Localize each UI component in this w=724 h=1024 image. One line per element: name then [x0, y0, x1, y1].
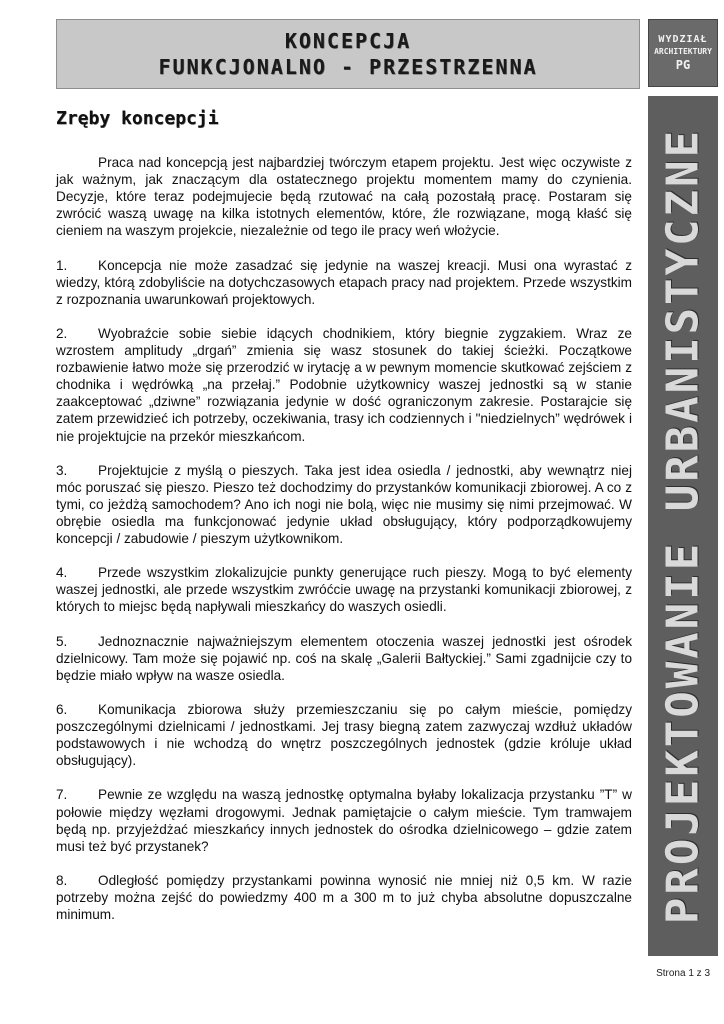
list-item	[56, 325, 632, 445]
document-body	[56, 154, 632, 940]
header-banner	[56, 19, 640, 89]
item-number: 7.	[56, 787, 68, 803]
side-band-text: PROJEKTOWANIE URBANISTYCZNE	[657, 127, 709, 925]
section-title: Zręby koncepcji	[56, 108, 219, 129]
item-number: 4.	[56, 565, 68, 581]
item-text: Wyobraźcie sobie siebie idących chodnikiem, który biegnie zygzakiem. Wraz ze wzrostem amplitudy „drgań” zmienia się wasz stosunek do takiej ścieżki. Początkowe rozbawienie łatwo może się przerodzić w irytację a w pewnym momencie skutkować zejściem z chodnika i wędrówką „na przełaj.” Podobnie użytkownicy waszej jednostki są w stanie zaakceptować „dziwne” rozwiązania jedynie w dość ograniczonym zakresie. Postarajcie się zatem przewidzieć ich potrzeby, oczekiwania, trasy ich codziennych i "niedzielnych” wędrówek i nie projektujcie na przekór mieszkańcom.	[56, 325, 632, 444]
header-title-line2: FUNKCJONALNO - PRZESTRZENNA	[158, 55, 538, 79]
list-item	[56, 633, 632, 684]
item-number: 5.	[56, 633, 68, 649]
faculty-logo	[648, 19, 718, 87]
item-text: Przede wszystkim zlokalizujcie punkty generujące ruch pieszy. Mogą to być elementy waszej jednostki, ale przede wszystkim zwróćcie uwagę na przystanki komunikacji zbiorowej, z których to miejsc będą napływali mieszkańcy do waszych osiedli.	[56, 565, 632, 615]
list-item	[56, 872, 632, 923]
item-text: Koncepcja nie może zasadzać się jedynie na waszej kreacji. Musi ona wyrastać z wiedzy, którą zdobyliście na dotychczasowych etapach pracy nad projektem. Przede wszystkim z rozpoznania uwarunkowań projektowych.	[56, 257, 632, 307]
side-band	[648, 96, 718, 956]
list-item	[56, 462, 632, 547]
list-item	[56, 564, 632, 615]
item-number: 3.	[56, 462, 68, 478]
item-text: Projektujcie z myślą o pieszych. Taka jest idea osiedla / jednostki, aby wewnątrz niej móc poruszać się pieszo. Pieszo też dochodzimy do przystanków komunikacji zbiorowej. A co z tymi, co jeżdżą samochodem? Ano ich nogi nie bolą, więc nie musimy się nimi przejmować. W obrębie osiedla ma funkcjonować jedynie układ obsługujący, który podporządkowujemy koncepcji / zabudowie / pieszym użytkownikom.	[56, 462, 632, 547]
list-item	[56, 701, 632, 769]
logo-line1: WYDZIAŁ	[658, 34, 708, 45]
item-number: 2.	[56, 325, 68, 341]
item-number: 1.	[56, 257, 68, 273]
item-number: 8.	[56, 872, 68, 888]
list-item	[56, 786, 632, 854]
logo-line2: ARCHITEKTURY	[654, 47, 712, 56]
item-text: Jednoznacznie najważniejszym elementem otoczenia waszej jednostki jest ośrodek dzielnicowy. Tam może się pojawić np. coś na skalę „Galerii Bałtyckiej.” Sami zgadnijcie czy to będzie miało wpływ na wasze osiedla.	[56, 633, 632, 683]
header-title-line1: KONCEPCJA	[284, 29, 412, 53]
item-number: 6.	[56, 702, 68, 717]
item-text: Pewnie ze względu na waszą jednostkę optymalna byłaby lokalizacja przystanku ”T” w połowie między węzłami drogowymi. Jednak pamiętajcie o całym mieście. Tym tramwajem będą np. przyjeżdżać mieszkańcy innych jednostek do ośrodka dzielnicowego – gdzie zatem musi też być przystanek?	[56, 787, 632, 854]
list-item	[56, 257, 632, 308]
item-text: Odległość pomiędzy przystankami powinna wynosić nie mniej niż 0,5 km. W razie potrzeby można zejść do powiedzmy 400 m a 300 m to już chyba absolutne dopuszczalne minimum.	[56, 872, 632, 923]
page-number: Strona 1 z 3	[656, 968, 710, 979]
intro-paragraph: Praca nad koncepcją jest najbardziej twórczym etapem projektu. Jest więc oczywiste z jak ważnym, jak znaczącym dla ostatecznego projektu momentem mamy do czynienia. Decyzje, które teraz podejmujecie będą rzutować na całą pozostałą pracę. Postaram się zwrócić waszą uwagę na kilka istotnych elementów, które, źle rozwiązane, mogą kłaść się cieniem na waszym projekcie, niezależnie od tego ile pracy weń włożycie.	[56, 155, 632, 239]
logo-line3: PG	[675, 58, 691, 72]
item-text: Komunikacja zbiorowa służy przemieszczaniu się po całym mieście, pomiędzy poszczególnymi dzielnicami / jednostkami. Jej trasy biegną zatem zazwyczaj wzdłuż układów podstawowych i nie wchodzą do wnętrz poszczególnych jednostek (gdzie króluje układ obsługujący).	[56, 702, 632, 769]
